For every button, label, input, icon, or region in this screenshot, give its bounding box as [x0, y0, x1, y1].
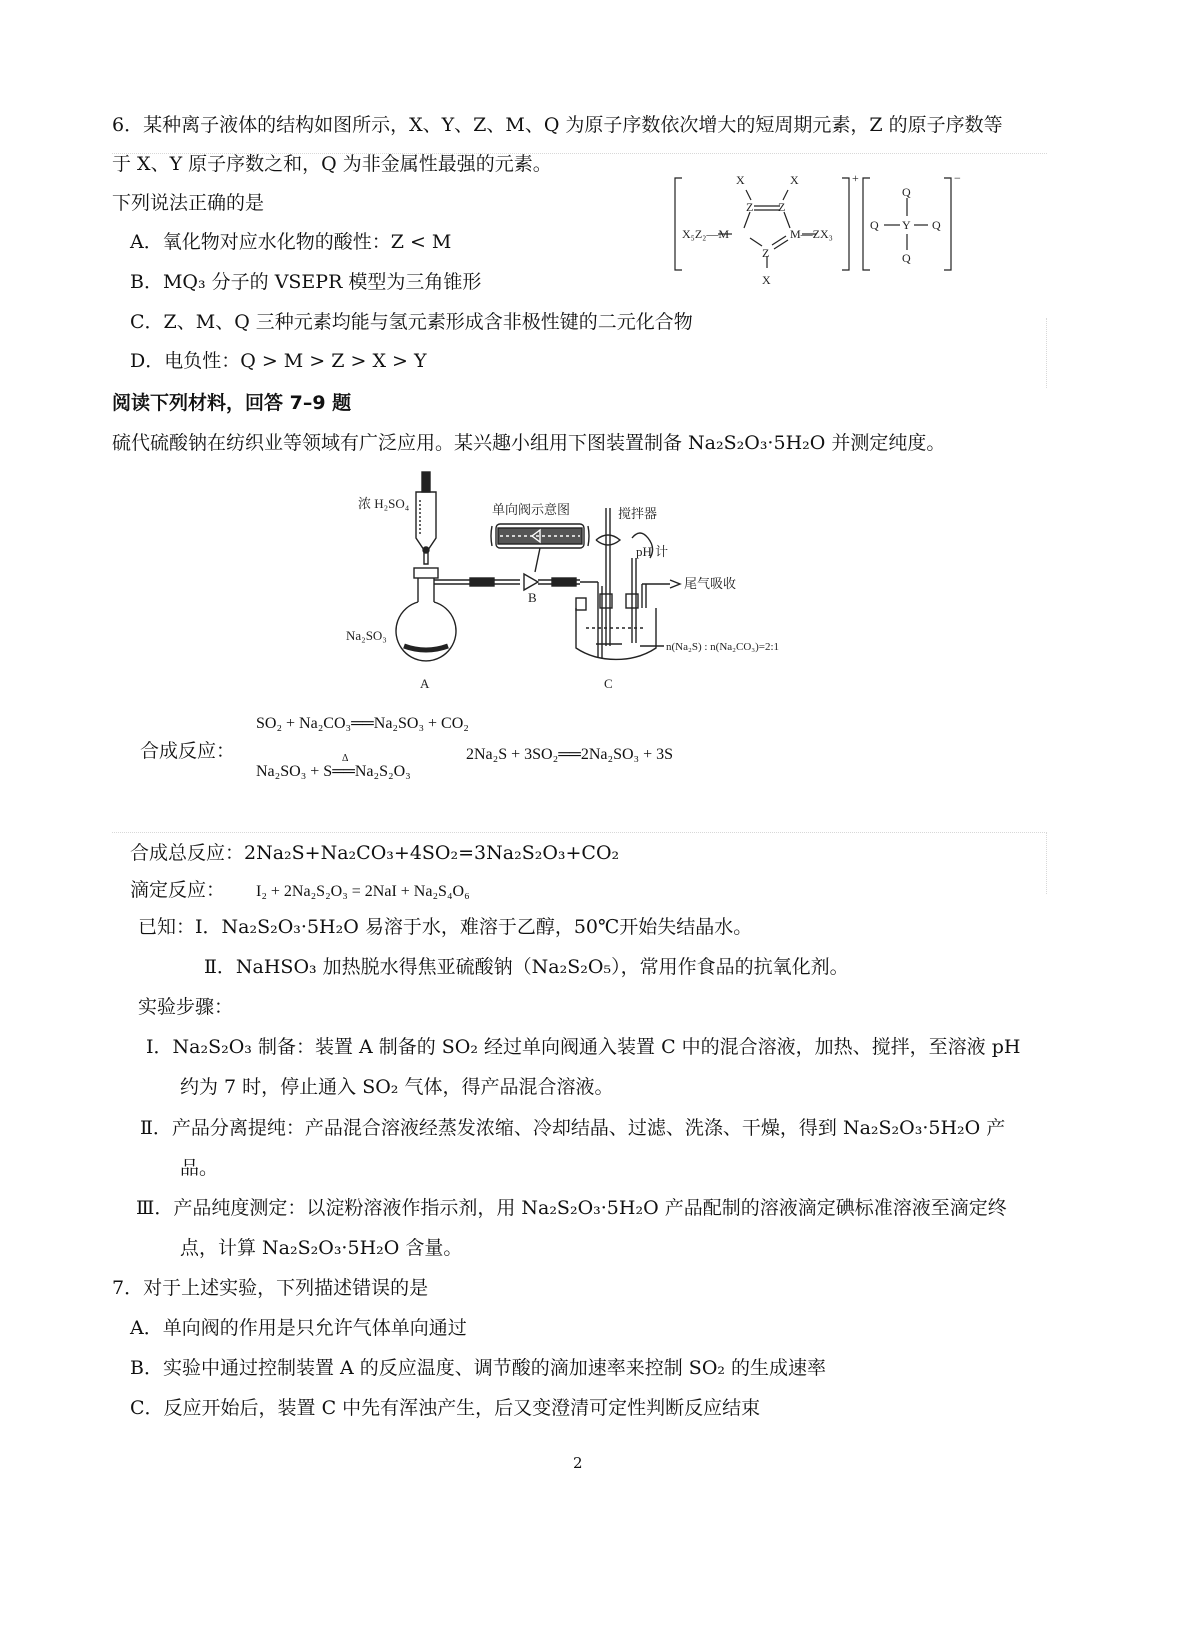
reading-intro: 硫代硫酸钠在纺织业等领域有广泛应用。某兴趣小组用下图装置制备 Na₂S₂O₃·5H₂O 并测定纯度。 — [112, 432, 946, 454]
q7-option-a: A．单向阀的作用是只允许气体单向通过 — [130, 1317, 467, 1339]
dotted-rule — [112, 832, 1047, 833]
q7-option-b: B．实验中通过控制装置 A 的反应温度、调节酸的滴加速率来控制 SO₂ 的生成速率 — [130, 1357, 827, 1379]
cation-charge: + — [852, 171, 859, 185]
stirrer-label: 搅拌器 — [618, 506, 658, 521]
mixture-label: n(Na₂S) : n(Na₂CO₃)=2:1 — [666, 641, 780, 653]
q6-prompt: 下列说法正确的是 — [112, 192, 265, 214]
atom-x: X — [762, 273, 771, 287]
step-3-line2: 点，计算 Na₂S₂O₃·5H₂O 含量。 — [180, 1237, 463, 1259]
total-reaction: 合成总反应：2Na₂S+Na₂CO₃+4SO₂=3Na₂S₂O₃+CO₂ — [130, 842, 620, 864]
atom-q: Q — [932, 218, 941, 232]
anion-charge: − — [954, 171, 961, 185]
atom-q: Q — [870, 218, 879, 232]
known-1: 已知：Ⅰ．Na₂S₂O₃·5H₂O 易溶于水，难溶于乙醇，50℃开始失结晶水。 — [138, 916, 753, 938]
dotted-rule — [1046, 318, 1047, 388]
atom-x: X — [736, 173, 745, 187]
reaction-1: SO₂ + Na₂CO₃══Na₂SO₃ + CO₂ — [256, 715, 469, 732]
step-3-line1: Ⅲ．产品纯度测定：以淀粉溶液作指示剂，用 Na₂S₂O₃·5H₂O 产品配制的溶液滴定碘标准溶液至滴定终 — [136, 1197, 1007, 1219]
atom-q: Q — [902, 185, 911, 199]
beaker-c-label: C — [604, 676, 613, 691]
q7-stem: 7．对于上述实验，下列描述错误的是 — [112, 1277, 429, 1299]
q6-stem-line1: 6．某种离子液体的结构如图所示，X、Y、Z、M、Q 为原子序数依次增大的短周期元素，Z 的原子序数等 — [112, 114, 1003, 136]
right-substituent: M—ZX₃ — [790, 227, 833, 241]
apparatus-diagram — [340, 468, 820, 698]
acid-label: 浓 H₂SO₄ — [358, 496, 410, 511]
heat-condition: Δ — [342, 753, 349, 764]
q6-option-d: D．电负性：Q > M > Z > X > Y — [130, 350, 427, 372]
valve-caption: 单向阀示意图 — [492, 502, 571, 517]
atom-z: Z — [746, 200, 754, 214]
q6-stem-line2: 于 X、Y 原子序数之和，Q 为非金属性最强的元素。 — [112, 153, 552, 175]
page-number: 2 — [573, 1454, 583, 1472]
reaction-3: 2Na₂S + 3SO₂══2Na₂SO₃ + 3S — [466, 746, 674, 763]
titration-label: 滴定反应： — [130, 879, 226, 901]
step-1-line2: 约为 7 时，停止通入 SO₂ 气体，得产品混合溶液。 — [180, 1076, 614, 1098]
ph-meter-label: pH 计 — [636, 544, 669, 559]
q6-option-b: B．MQ₃ 分子的 VSEPR 模型为三角锥形 — [130, 271, 482, 293]
q6-option-c: C．Z、M、Q 三种元素均能与氢元素形成含非极性键的二元化合物 — [130, 311, 693, 333]
flask-a-label: A — [420, 676, 430, 691]
steps-title: 实验步骤： — [138, 996, 234, 1018]
synthesis-label: 合成反应： — [140, 740, 236, 762]
atom-z: Z — [778, 200, 786, 214]
q7-option-c: C．反应开始后，装置 C 中先有浑浊产生，后又变澄清可定性判断反应结束 — [130, 1397, 761, 1419]
atom-z: Z — [762, 246, 770, 260]
step-2-line2: 品。 — [180, 1157, 219, 1179]
known-2: Ⅱ．NaHSO₃ 加热脱水得焦亚硫酸钠（Na₂S₂O₅），常用作食品的抗氧化剂。 — [204, 956, 849, 978]
atom-q: Q — [902, 251, 911, 265]
left-substituent: X₅Z₂—M — [682, 227, 730, 241]
titration-equation: I₂ + 2Na₂S₂O₃ = 2NaI + Na₂S₄O₆ — [256, 883, 470, 900]
q6-option-a: A．氧化物对应水化物的酸性：Z < M — [130, 231, 452, 253]
valve-label: B — [528, 590, 537, 605]
step-2-line1: Ⅱ．产品分离提纯：产品混合溶液经蒸发浓缩、冷却结晶、过滤、洗涤、干燥，得到 Na₂S₂O₃·5H₂O 产 — [140, 1117, 1006, 1139]
solid-label: Na₂SO₃ — [346, 628, 387, 643]
atom-x: X — [790, 173, 799, 187]
atom-y: Y — [902, 218, 911, 232]
step-1-line1: Ⅰ．Na₂S₂O₃ 制备：装置 A 制备的 SO₂ 经过单向阀通入装置 C 中的混合溶液，加热、搅拌，至溶液 pH — [146, 1036, 1021, 1058]
exhaust-label: 尾气吸收 — [684, 576, 737, 591]
reading-title: 阅读下列材料，回答 7–9 题 — [112, 392, 352, 414]
ionic-liquid-structure — [670, 168, 960, 288]
reaction-2: Na₂SO₃ + S══Na₂S₂O₃ — [256, 763, 411, 780]
dotted-rule — [1046, 832, 1047, 894]
